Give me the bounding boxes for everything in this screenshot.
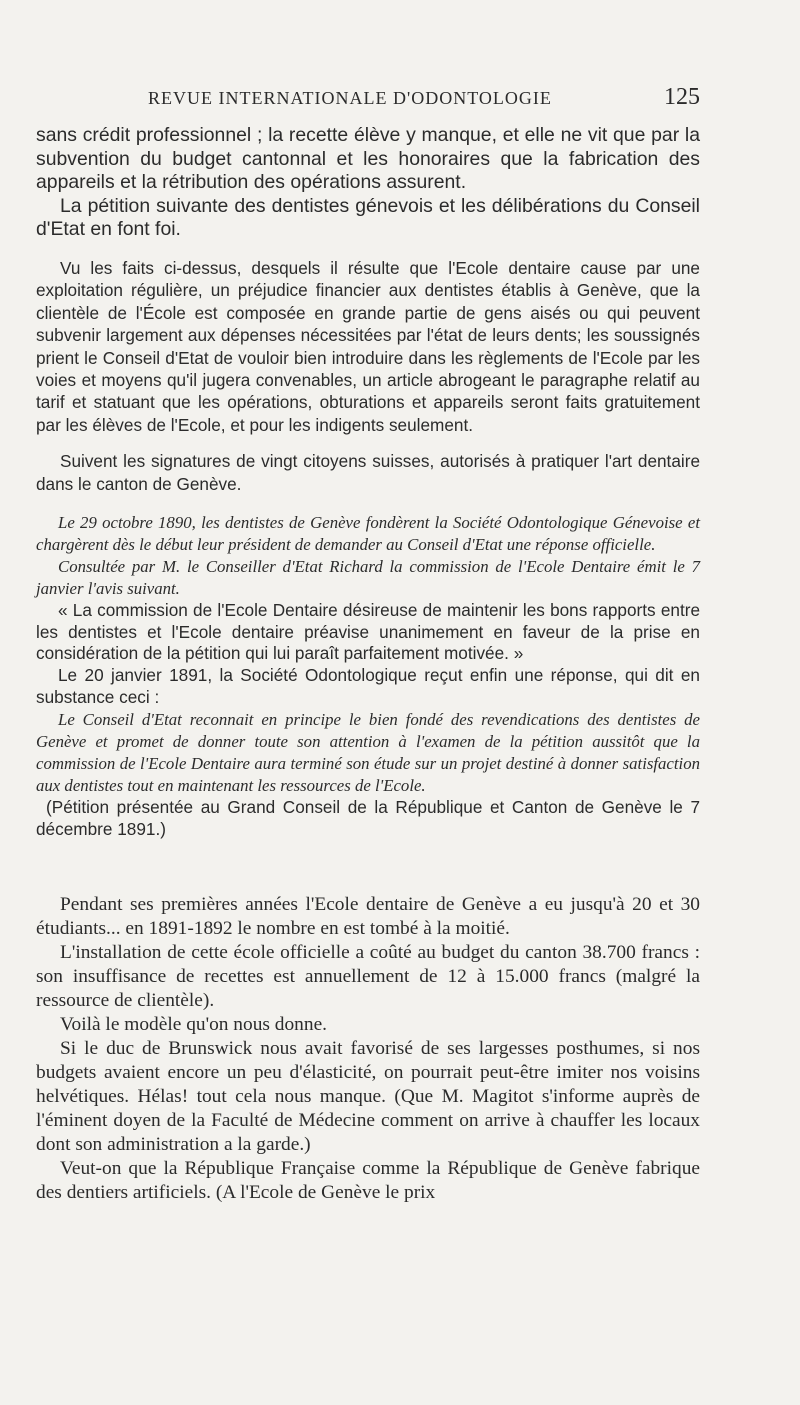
paragraph: La pétition suivante des dentistes génevois et les délibérations du Conseil d'Etat en font foi. [36,194,700,240]
page-number: 125 [664,84,700,110]
paragraph: « La commission de l'Ecole Dentaire désireuse de maintenir les bons rapports entre les dentistes et l'Ecole dentaire préavise unanimement en faveur de la prise en considération de la pétition qui lui paraît parfaitement motivée. » [36,599,700,664]
paragraph: sans crédit professionnel ; la recette élève y manque, et elle ne vit que par la subvention du budget cantonnal et les honoraires que la fabrication des appareils et la rétribution des opérations assurent. [36,124,700,193]
paragraph: Le Conseil d'Etat reconnait en principe le bien fondé des revendications des dentistes de Genève et promet de donner toute son attention à l'examen de la pétition aussitôt que la commission de l'Ecole Dentaire aura terminé son étude sur un projet destiné à donner satisfaction aux dentistes tout en maintenant les ressources de l'Ecole. [36,710,700,795]
paragraph: Le 20 janvier 1891, la Société Odontologique reçut enfin une réponse, qui dit en substance ceci : [36,665,700,708]
running-title: REVUE INTERNATIONALE D'ODONTOLOGIE [148,88,552,108]
paragraph: Consultée par M. le Conseiller d'Etat Richard la commission de l'Ecole Dentaire émit le 7 janvier l'avis suivant. [36,556,700,598]
section-conclusion [36,893,700,1205]
paragraph: Voilà le modèle qu'on nous donne. [60,1014,328,1035]
paragraph: Veut-on que la République Française comme la République de Genève fabrique des dentiers artificiels. (A l'Ecole de Genève le prix [36,1158,700,1203]
paragraph: Le 29 octobre 1890, les dentistes de Genève fondèrent la Société Odontologique Génevoise et chargèrent dès le début leur président de demander au Conseil d'Etat une réponse officielle. [36,513,700,554]
paragraph: Pendant ses premières années l'Ecole dentaire de Genève a eu jusqu'à 20 et 30 étudiants... en 1891-1892 le nombre en est tombé à la moitié. [36,894,700,939]
paragraph: Si le duc de Brunswick nous avait favorisé de ses largesses posthumes, si nos budgets avaient encore un peu d'élasticité, on pourrait peut-être imiter nos voisins helvétiques. Hélas! tout cela nous manque. (Que M. Magitot s'informe auprès de l'éminent doyen de la Faculté de Médecine comment on arrive à chauffer les locaux dont son administration a la garde.) [36,1038,700,1155]
section-intro [36,124,700,242]
paragraph: Suivent les signatures de vingt citoyens suisses, autorisés à pratiquer l'art dentaire dans le canton de Genève. [36,451,700,494]
record-section [36,512,700,841]
paragraph: Vu les faits ci-dessus, desquels il résulte que l'Ecole dentaire cause par une exploitation régulière, un préjudice financier aux dentistes établis à Genève, que la clientèle de l'École est composée en grande partie de gens aisés ou qui peuvent subvenir largement aux dépenses nécessitées par l'état de leurs dents; les soussignés prient le Conseil d'Etat de vouloir bien introduire dans les règlements de l'Ecole par les voies et moyens qu'il jugera convenables, un article abrogeant le paragraphe relatif au tarif et statuant que les opérations, obturations et appareils seront faits gratuitement par les élèves de l'Ecole, et pour les indigents seulement. [36,258,700,435]
paragraph: L'installation de cette école officielle a coûté au budget du canton 38.700 francs : son insuffisance de recettes est annuellement de 12 à 15.000 francs (malgré la ressource de clientèle). [36,942,700,1011]
petition-quote [36,257,700,495]
paragraph: (Pétition présentée au Grand Conseil de la République et Canton de Genève le 7 décembre 1891.) [36,796,700,839]
